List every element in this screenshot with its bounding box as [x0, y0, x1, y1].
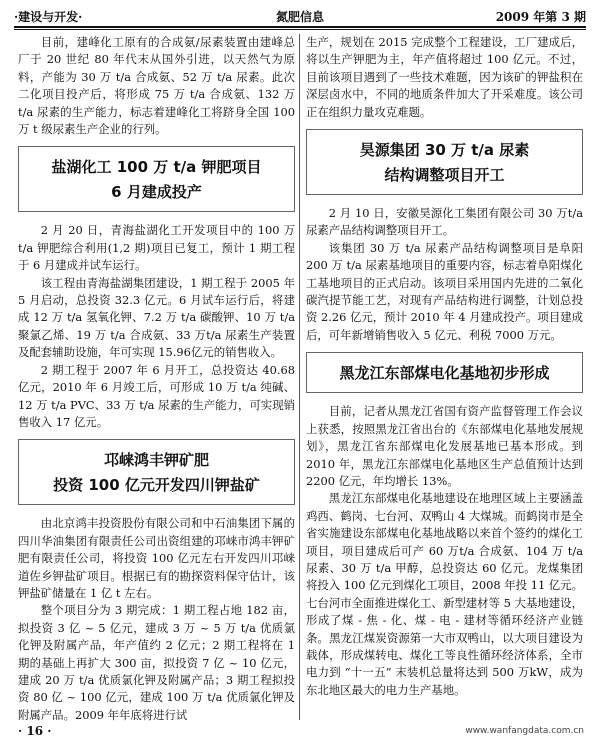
column-divider [299, 34, 300, 720]
article-title-box [18, 146, 295, 212]
left-column [18, 34, 295, 724]
article-title: 黑龙江东部煤电化基地初步形成 [339, 364, 550, 383]
header-rule-thin [14, 29, 586, 30]
article-paragraph: 该集团 30 万 t/a 尿素产品结构调整项目是阜阳 200 万 t/a 尿素基地项目的重要内容，标志着阜阳煤化工基地项目的正式启动。该项目采用国内先进的二氧化碳汽提节能工艺，对现有产品结构进行调整，计划总投资 2.26 亿元，预计 2010 年 4 月建成投产。项目建成后，可年新增销售收入 5 亿元、利税 7000 万元。 [306, 240, 583, 342]
article-title-box [306, 352, 583, 393]
article-title: 邛崃鸿丰钾矿肥 [103, 451, 209, 470]
section-label: ·建设与开发· [14, 10, 83, 24]
article-title: 投资 100 亿元开发四川钾盐矿 [53, 476, 260, 495]
article-title-box [18, 439, 295, 505]
article-title: 6 月建成投产 [111, 183, 202, 202]
watermark: www.wanfangdata.com.cn [465, 726, 584, 736]
page-number: · 16 · [18, 724, 52, 738]
article-title-box [306, 129, 583, 195]
issue-label: 2009 年第 3 期 [495, 10, 586, 24]
article-paragraph: 目前，记者从黑龙江省国有资产监督管理工作会议上获悉，按照黑龙江省出台的《东部煤电化基地发展规划》，黑龙江省东部煤电化发展基地已基本形成。到 2010 年，黑龙江东部煤电化基地区生产总值预计达到 2200 亿元，年均增长 13%。 [306, 404, 583, 488]
journal-name: 氮肥信息 [275, 10, 324, 24]
running-header [14, 4, 586, 26]
article-paragraph: 黑龙江东部煤电化基地建设在地理区域上主要涵盖鸡西、鹤岗、七台河、双鸭山 4 大煤城。而鹤岗市是全省实施建设东部煤电化基地战略以来首个签约的煤化工项目，项目建成后可产 60 万t/a 合成氨、104 万 t/a 尿素、30 万 t/a 甲醇，总投资达 60 亿元。龙煤集团将投入 100 亿元到煤化工项目，2008 年投 11 亿元。七台河市全面推进煤化工、新型建材等 5 大基地建设，形成了煤 - 焦 - 化、煤 - 电 - 建材等循环经济产业链条。黑龙江煤炭资源第一大市双鸭山，以大项目建设为载体，形成煤转电、煤化工等良性循环经济体系，全市电力到 “十一五” 末装机总量将达到 500 万kW，成为东北地区最大的电力生产基地。 [306, 491, 583, 697]
header-rule [14, 26, 586, 28]
article-paragraph: 由北京鸿丰投资股份有限公司和中石油集团下属的四川华油集团有限责任公司出资组建的邛崃市鸿丰钾矿肥有限责任公司，将投资 100 亿元左右开发四川邛崃道佐乡钾盐矿项目。根据已有的勘探资料保守估计，该钾盐矿储量在 1 亿 t 左右。 [18, 516, 295, 600]
article-paragraph: 整个项目分为 3 期完成：1 期工程占地 182 亩，拟投资 3 亿 ~ 5 亿元，建成 3 万 ~ 5 万 t/a 优质氯化钾及附属产品，年产值约 2 亿元；2 期工程将在 1 期的基础上再扩大 300 亩，拟投资 7 亿 ~ 10 亿元，建成 20 万 t/a 优质氯化钾及附属产品；3 期工程拟投资 80 亿 ~ 100 亿元，建成 100 万 t/a 优质氯化钾及附属产品。2009 年年底将进行试 [18, 603, 295, 722]
article-paragraph: 该工程由青海盐湖集团建设，1 期工程于 2005 年 5 月启动，总投资 32.3 亿元。6 月试车运行后，将建成 12 万 t/a 氢氧化钾、7.2 万 t/a 碳酸钾、10 万 t/a 聚氯乙烯、19 万 t/a 合成氨、33 万t/a 尿素生产装置及配套辅助设施，年可实现 15.96亿元的销售收入。 [18, 275, 295, 360]
article-title: 盐湖化工 100 万 t/a 钾肥项目 [51, 158, 262, 177]
article-paragraph: 2 月 20 日，青海盐湖化工开发项目中的 100 万t/a 钾肥综合利用(1,2 期)项目已复工，预计 1 期工程于 6 月建成并试车运行。 [18, 223, 295, 273]
right-column [306, 34, 583, 699]
article-paragraph: 2 月 10 日，安徽昊源化工集团有限公司 30 万t/a 尿素产品结构调整项目开工。 [306, 206, 583, 238]
article-title: 结构调整项目开工 [384, 166, 505, 185]
article-title: 昊源集团 30 万 t/a 尿素 [359, 141, 530, 160]
continued-paragraph: 生产，规划在 2015 完成整个工程建设，工厂建成后，将以生产钾肥为主，年产值将超过 100 亿元。不过，目前该项目遇到了一些技术难题，因为该矿的钾盐积在深层卤水中，不同的地质条件加大了开采难度。该公司正在组织力量攻克难题。 [306, 35, 583, 119]
intro-paragraph: 目前，建峰化工原有的合成氨/尿素装置由建峰总厂于 20 世纪 80 年代末从国外引进，以天然气为原料，产能为 30 万 t/a 合成氨、52 万 t/a 尿素。此次二化项目投产后，将形成 75 万 t/a 合成氨、132 万 t/a 尿素的生产能力，标志着建峰化工将跻身全国 100 万 t 级尿素生产企业的行列。 [18, 35, 295, 137]
article-paragraph: 2 期工程于 2007 年 6 月开工，总投资达 40.68亿元，2010 年 6 月竣工后，可形成 10 万 t/a 纯碱、12 万 t/a PVC、33 万 t/a 尿素的生产能力，可实现销售收入 17 亿元。 [18, 362, 295, 429]
